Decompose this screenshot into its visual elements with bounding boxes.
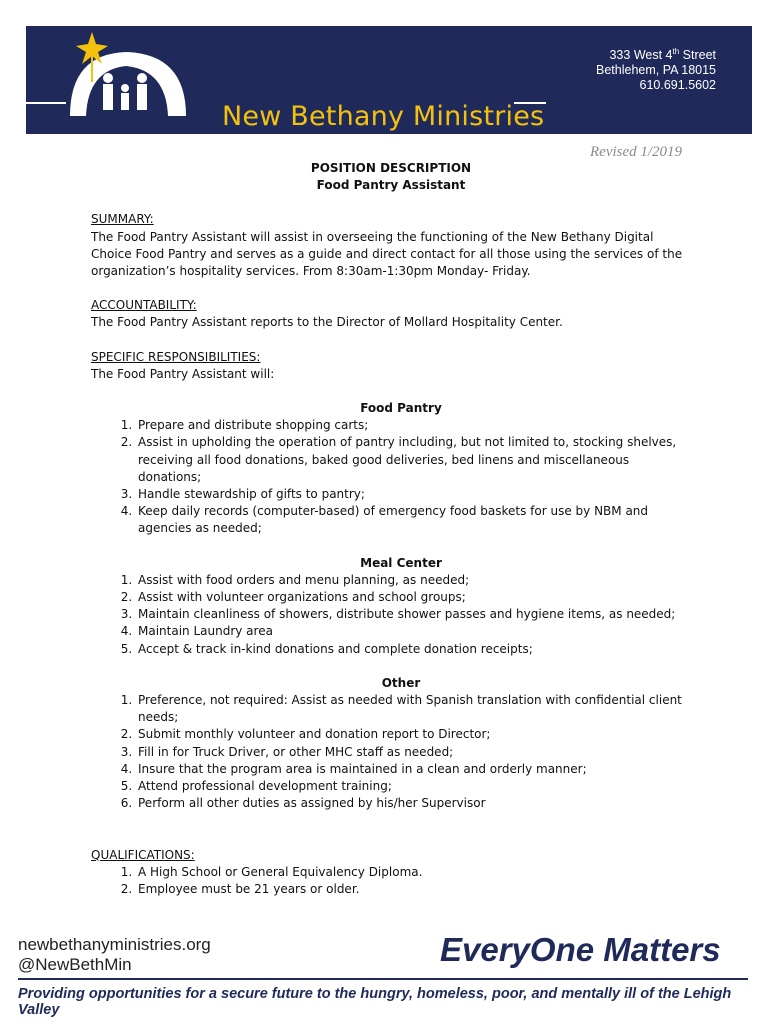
list-item: 2. Employee must be 21 years or older. [136, 881, 691, 898]
summary-heading: SUMMARY: [91, 212, 154, 227]
section-title-other: Other [381, 675, 421, 690]
revision-date: Revised 1/2019 [590, 144, 683, 160]
responsibilities-intro: The Food Pantry Assistant will: [91, 366, 275, 381]
list-item: 1. Prepare and distribute shopping carts; [136, 417, 691, 434]
qualifications-heading: QUALIFICATIONS: [91, 847, 195, 862]
social-handle: @NewBethMin [18, 955, 132, 974]
list-item: 2. Submit monthly volunteer and donation report to Director; [136, 726, 691, 743]
phone-number: 610.691.5602 [639, 78, 716, 93]
accountability-heading: ACCOUNTABILITY: [91, 298, 197, 313]
contact-block [18, 935, 211, 975]
list-item: 4. Keep daily records (computer-based) of emergency food baskets for use by NBM and agencies as needed; [136, 503, 691, 537]
list-item: 3. Fill in for Truck Driver, or other MHC staff as needed; [136, 744, 691, 761]
document-body [91, 160, 691, 898]
page-footer [0, 925, 770, 1024]
website-link[interactable]: newbethanyministries.org [18, 935, 211, 954]
list-item: 6. Perform all other duties as assigned by his/her Supervisor [136, 795, 691, 812]
address-city: Bethlehem, PA 18015 [596, 63, 716, 78]
list-item: 2. Assist in upholding the operation of pantry including, but not limited to, stocking shelves, receiving all food donations, baked good deliveries, bed linens and miscellaneous donations; [136, 434, 691, 486]
responsibilities-heading: SPECIFIC RESPONSIBILITIES: [91, 349, 261, 364]
qualifications-list [91, 864, 691, 898]
section-title-meal-center: Meal Center [360, 555, 442, 570]
address-block [596, 44, 716, 93]
food-pantry-list [91, 417, 691, 537]
list-item: 1. Preference, not required: Assist as needed with Spanish translation with confidential client needs; [136, 692, 691, 726]
document-title: POSITION DESCRIPTION [310, 161, 472, 175]
list-item: 4. Insure that the program area is maintained in a clean and orderly manner; [136, 761, 691, 778]
list-item: 3. Maintain cleanliness of showers, distribute shower passes and hygiene items, as needed; [136, 606, 691, 623]
list-item: 4. Maintain Laundry area [136, 623, 691, 640]
footer-tagline: Providing opportunities for a secure future to the hungry, homeless, poor, and mentally ill of the Lehigh Valley [18, 986, 732, 1018]
footer-divider [18, 978, 748, 980]
list-item: 1. Assist with food orders and menu planning, as needed; [136, 572, 691, 589]
summary-text: The Food Pantry Assistant will assist in overseeing the functioning of the New Bethany Digital Choice Food Pantry and serves as a guide and direct contact for all those using the services of the organization’s hospitality services. From 8:30am-1:30pm Monday- Friday. [91, 229, 683, 279]
organization-name: New Bethany Ministries [222, 101, 545, 132]
letterhead-banner [26, 26, 752, 134]
section-title-food-pantry: Food Pantry [360, 401, 442, 416]
address-street: 333 West 4th Street [609, 47, 716, 63]
list-item: 3. Handle stewardship of gifts to pantry; [136, 486, 691, 503]
list-item: 5. Attend professional development training; [136, 778, 691, 795]
slogan-logo: EveryOne Matters [440, 931, 721, 968]
list-item: 5. Accept & track in-kind donations and complete donation receipts; [136, 641, 691, 658]
accountability-text: The Food Pantry Assistant reports to the Director of Mollard Hospitality Center. [91, 315, 563, 330]
other-list [91, 692, 691, 812]
document-subtitle: Food Pantry Assistant [316, 178, 466, 193]
meal-center-list [91, 572, 691, 658]
list-item: 2. Assist with volunteer organizations and school groups; [136, 589, 691, 606]
list-item: 1. A High School or General Equivalency Diploma. [136, 864, 691, 881]
